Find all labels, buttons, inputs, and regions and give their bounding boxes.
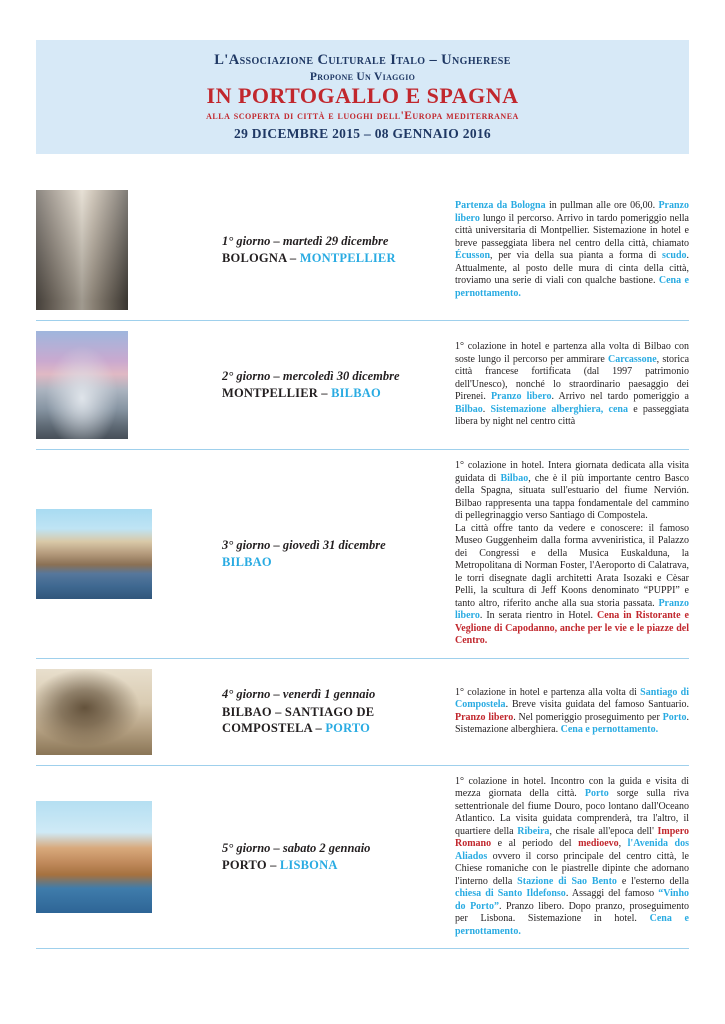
day-section-3 bbox=[36, 450, 689, 659]
bilbao-riverfront-photo bbox=[36, 509, 152, 599]
header-box bbox=[36, 40, 689, 154]
day-2-title: 2° giorno – mercoledì 30 dicembre bbox=[222, 368, 400, 383]
day-5-route bbox=[222, 857, 439, 873]
day-5-description bbox=[455, 776, 689, 939]
day-2-route bbox=[222, 385, 439, 401]
highlight-text: Cena e pernottamento. bbox=[455, 913, 689, 937]
highlight-text: Porto bbox=[584, 788, 609, 800]
body-text: sorge sulla riva settentrionale del fiume Douro, poco lontano dall'Oceano Atlantico. La visita guidata comprenderà, tra l'altro, il quartiere della bbox=[455, 788, 689, 837]
paragraph bbox=[455, 341, 689, 429]
body-text: , bbox=[618, 838, 628, 850]
highlight-text: Sistemazione alberghiera, cena bbox=[490, 403, 628, 415]
day-section-5 bbox=[36, 766, 689, 950]
day-section-1 bbox=[36, 180, 689, 321]
body-text: . Attualmente, al posto delle mura di cinta della città, troviamo una serie di viali con qualche bastione. bbox=[455, 250, 689, 287]
paragraph bbox=[455, 523, 689, 648]
day-4-description bbox=[455, 687, 689, 737]
body-text: e l'esterno della bbox=[616, 875, 689, 887]
day-4-route bbox=[222, 704, 439, 737]
day-3-title: 3° giorno – giovedì 31 dicembre bbox=[222, 537, 386, 552]
body-text: . In serata rientro in Hotel. bbox=[479, 610, 598, 622]
day-5-title-column bbox=[164, 841, 455, 874]
day-3-photo-column bbox=[36, 509, 164, 599]
highlight-text: “Vinho do Porto” bbox=[455, 888, 690, 912]
day-2-description bbox=[455, 341, 689, 429]
body-text: MONTPELLIER – bbox=[222, 386, 332, 401]
day-section-4 bbox=[36, 659, 689, 766]
highlight-text: Carcassone bbox=[607, 353, 657, 365]
body-text: BILBAO – SANTIAGO DE COMPOSTELA – bbox=[222, 704, 375, 735]
body-text: , che risale all'epoca dell' bbox=[549, 825, 658, 837]
porto-cityscape-photo bbox=[36, 801, 152, 913]
highlight-text: chiesa di Santo Ildefonso bbox=[455, 888, 566, 900]
day-4-title: 4° giorno – venerdì 1 gennaio bbox=[222, 687, 376, 702]
body-text: in pullman alle ore 06,00. bbox=[545, 200, 659, 212]
trip-date-range: 29 DICEMBRE 2015 – 08 GENNAIO 2016 bbox=[234, 126, 491, 142]
day-2-photo-column bbox=[36, 331, 164, 439]
body-text: ovvero il corso principale del centro città, le Chiese romaniche con le piastrelle dipinte che adornano l'interno della bbox=[455, 850, 689, 887]
pilgrim-statue-photo bbox=[36, 669, 152, 755]
highlight-text: LISBONA bbox=[279, 858, 338, 873]
trip-tagline: alla scoperta di città e luoghi dell'Europa mediterranea bbox=[206, 110, 519, 123]
day-5-title: 5° giorno – sabato 2 gennaio bbox=[222, 840, 371, 855]
body-text: PORTO – bbox=[222, 858, 280, 873]
day-2-title-column bbox=[164, 369, 455, 402]
day-1-photo-column bbox=[36, 190, 164, 310]
highlight-text: l'Avenida dos Aliados bbox=[455, 838, 689, 862]
organization-name: L'Associazione Culturale Italo – Ungherese bbox=[214, 52, 511, 68]
highlight-text: BILBAO bbox=[222, 555, 272, 570]
body-text: e passeggiata libera by night nel centro città bbox=[455, 403, 689, 428]
day-5-photo-column bbox=[36, 801, 164, 913]
body-text: . Nel pomeriggio proseguimento per bbox=[513, 711, 663, 723]
highlight-text: Cena e pernottamento. bbox=[560, 724, 659, 736]
highlight-text: PORTO bbox=[325, 721, 371, 735]
body-text: . Breve visita guidata del famoso Santuario. bbox=[505, 699, 689, 711]
body-text: 1° colazione in hotel e partenza alla volta di bbox=[455, 686, 641, 698]
body-text: , per via della sua pianta a forma di bbox=[490, 250, 663, 262]
highlight-text: Impero Romano bbox=[455, 825, 689, 850]
paragraph bbox=[455, 687, 689, 737]
highlight-text: Cena e pernottamento. bbox=[455, 275, 689, 299]
highlight-text: Partenza da Bologna bbox=[455, 200, 546, 212]
highlight-text: Bilbao bbox=[455, 403, 483, 415]
body-text: , storica città francese fortificata (dal 1997 patrimonio dell'Unesco), nonché lo straordinario paesaggio dei Pirenei. bbox=[455, 353, 690, 403]
guggenheim-museum-photo bbox=[36, 331, 128, 439]
alley-street-photo bbox=[36, 190, 128, 310]
day-1-description bbox=[455, 200, 689, 300]
body-text: 1° colazione in hotel. Incontro con la guida e visita di mezza giornata della città. bbox=[455, 775, 689, 800]
body-text: La città offre tanto da vedere e conoscere: il famoso Museo Guggenheim dalla forma avveniristica, il Palazzo dei Congressi e della Musica Euskalduna, la Metropolitana di Norman Foster, l'Aeroporto di Calatrava, le torri disegnate dagli architetti Arata Isozaki e Cèsar Pelli, la scultura di Jeff Koons denominato “PUPPI” e tanto altro, riferito anche alla sua storia passata. bbox=[455, 522, 689, 609]
day-3-description bbox=[455, 460, 689, 648]
day-1-route bbox=[222, 250, 439, 266]
highlight-text: Porto bbox=[662, 711, 687, 723]
body-text: . Assaggi del famoso bbox=[565, 888, 659, 900]
propone-line: Propone Un Viaggio bbox=[309, 71, 416, 83]
body-text: lungo il percorso. Arrivo in tardo pomeriggio nella città universitaria di Montpellier. Sistemazione in hotel e breve passeggiata libera nel centro della città, chiamato bbox=[455, 212, 689, 249]
day-1-title: 1° giorno – martedì 29 dicembre bbox=[222, 233, 389, 248]
body-text: BOLOGNA – bbox=[222, 251, 300, 266]
body-text: . Sistemazione alberghiera. bbox=[455, 711, 689, 736]
highlight-text: MONTPELLIER bbox=[299, 251, 396, 266]
highlight-text: Bilbao bbox=[500, 472, 529, 484]
paragraph bbox=[455, 776, 689, 939]
body-text: . bbox=[482, 403, 491, 415]
highlight-text: Stazione di Sao Bento bbox=[517, 875, 617, 887]
highlight-text: Pranzo libero bbox=[455, 200, 689, 224]
highlight-text: Cena in Ristorante e Veglione di Capodanno, anche per le vie e le piazze del Centro. bbox=[455, 610, 689, 647]
day-4-title-column bbox=[164, 687, 455, 736]
body-text: 1° colazione in hotel. Intera giornata dedicata alla visita guidata di bbox=[455, 460, 689, 484]
body-text: , che è il più importante centro Basco della Spagna, situata sull'estuario del fiume Nervión. Bilbao rappresenta una tappa fondamentale del cammino di pellegrinaggio verso Santiago di Compostela. bbox=[455, 472, 689, 522]
highlight-text: scudo bbox=[662, 250, 687, 262]
itinerary bbox=[36, 180, 689, 949]
day-4-photo-column bbox=[36, 669, 164, 755]
highlight-text: Écusson bbox=[455, 250, 491, 262]
highlight-text: Santiago di Compostela bbox=[455, 686, 689, 711]
body-text: e al periodo del bbox=[491, 838, 579, 850]
trip-title: IN PORTOGALLO E SPAGNA bbox=[206, 83, 519, 108]
day-section-2 bbox=[36, 321, 689, 450]
highlight-text: medioevo bbox=[578, 838, 619, 850]
body-text: . Pranzo libero. Dopo pranzo, proseguimento per Lisbona. Sistemazione in hotel. bbox=[455, 900, 689, 925]
day-3-route bbox=[222, 554, 439, 570]
highlight-text: Ribeira bbox=[517, 825, 550, 837]
highlight-text: BILBAO bbox=[331, 386, 381, 401]
paragraph bbox=[455, 200, 689, 300]
body-text: 1° colazione in hotel e partenza alla volta di Bilbao con soste lungo il percorso per ammirare bbox=[455, 341, 689, 365]
highlight-text: Pranzo libero bbox=[455, 711, 514, 723]
highlight-text: Pranzo libero bbox=[455, 597, 689, 622]
body-text: . Arrivo nel tardo pomeriggio a bbox=[551, 391, 689, 403]
paragraph bbox=[455, 460, 689, 523]
day-1-title-column bbox=[164, 234, 455, 267]
day-3-title-column bbox=[164, 538, 455, 571]
highlight-text: Pranzo libero bbox=[490, 391, 552, 403]
